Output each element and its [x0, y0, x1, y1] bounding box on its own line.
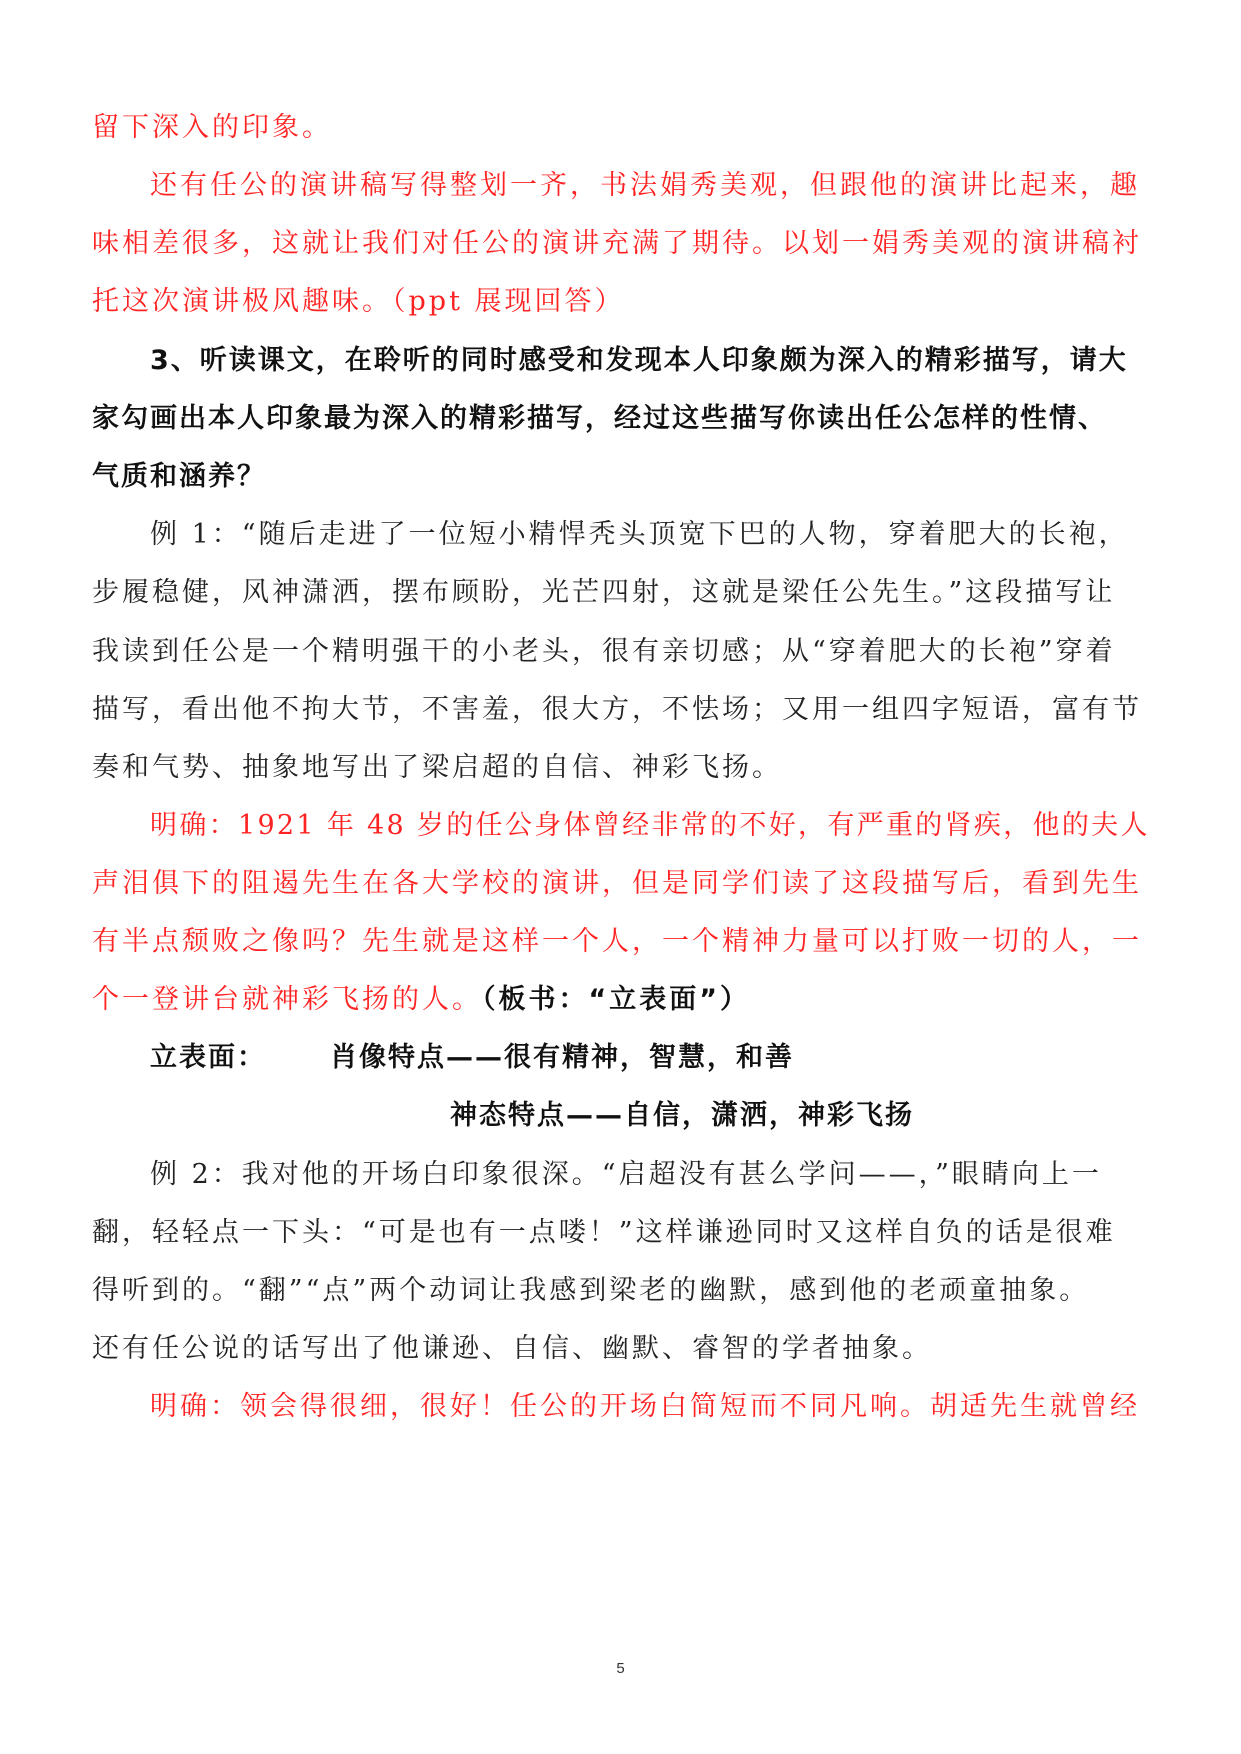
question-line: 家勾画出本人印象最为深入的精彩描写，经过这些描写你读出任公怎样的性情、 — [92, 403, 1107, 434]
text-line: 描写，看出他不拘大节，不害羞，很大方，不怯场；又用一组四字短语，富有节 — [92, 694, 1142, 725]
text-line: 明确：领会得很细，很好！任公的开场白简短而不同凡响。胡适先生就曾经 — [150, 1391, 1140, 1422]
text-line: 得听到的。“翻”“点”两个动词让我感到梁老的幽默，感到他的老顽童抽象。 — [92, 1275, 1090, 1306]
text-line: 还有任公说的话写出了他谦逊、自信、幽默、睿智的学者抽象。 — [92, 1333, 932, 1364]
text-line: 例 1：“随后走进了一位短小精悍秃头顶宽下巴的人物，穿着肥大的长袍， — [150, 519, 1129, 550]
text-line: 还有任公的演讲稿写得整划一齐，书法娟秀美观，但跟他的演讲比起来，趣 — [150, 170, 1140, 201]
text-line: 有半点颓败之像吗？先生就是这样一个人，一个精神力量可以打败一切的人，一 — [92, 926, 1142, 957]
text-line: 奏和气势、抽象地写出了梁启超的自信、神彩飞扬。 — [92, 752, 782, 783]
text-span: 个一登讲台就神彩飞扬的人。 — [92, 984, 482, 1015]
text-line: 翻，轻轻点一下头：“可是也有一点喽！”这样谦逊同时又这样自负的话是很难 — [92, 1217, 1116, 1248]
board-label: 立表面： — [150, 1042, 266, 1073]
board-item: 神态特点——自信，潇洒，神彩飞扬 — [450, 1100, 914, 1131]
question-line: 气质和涵养？ — [92, 461, 266, 492]
board-item: 肖像特点——很有精神，智慧，和善 — [330, 1042, 794, 1073]
text-line: 留下深入的印象。 — [92, 112, 332, 143]
text-line: 例 2：我对他的开场白印象很深。“启超没有甚么学问——，”眼睛向上一 — [150, 1159, 1102, 1190]
text-line: 步履稳健，风神潇洒，摆布顾盼，光芒四射，这就是梁任公先生。”这段描写让 — [92, 577, 1116, 608]
text-line: 我读到任公是一个精明强干的小老头，很有亲切感；从“穿着肥大的长袍”穿着 — [92, 636, 1116, 667]
text-line — [92, 980, 750, 1020]
text-line: 明确：1921 年 48 岁的任公身体曾经非常的不好，有严重的肾疾，他的夫人 — [150, 810, 1150, 841]
page-number: 5 — [616, 1660, 625, 1677]
text-line: 声泪俱下的阻遏先生在各大学校的演讲，但是同学们读了这段描写后，看到先生 — [92, 868, 1142, 899]
blackboard-note: （板书：“立表面”） — [482, 984, 750, 1015]
question-line: 3、听读课文，在聆听的同时感受和发现本人印象颇为深入的精彩描写，请大 — [150, 345, 1128, 376]
text-line: 托这次演讲极风趣味。（ppt 展现回答） — [92, 286, 625, 317]
text-line: 味相差很多，这就让我们对任公的演讲充满了期待。以划一娟秀美观的演讲稿衬 — [92, 228, 1142, 259]
